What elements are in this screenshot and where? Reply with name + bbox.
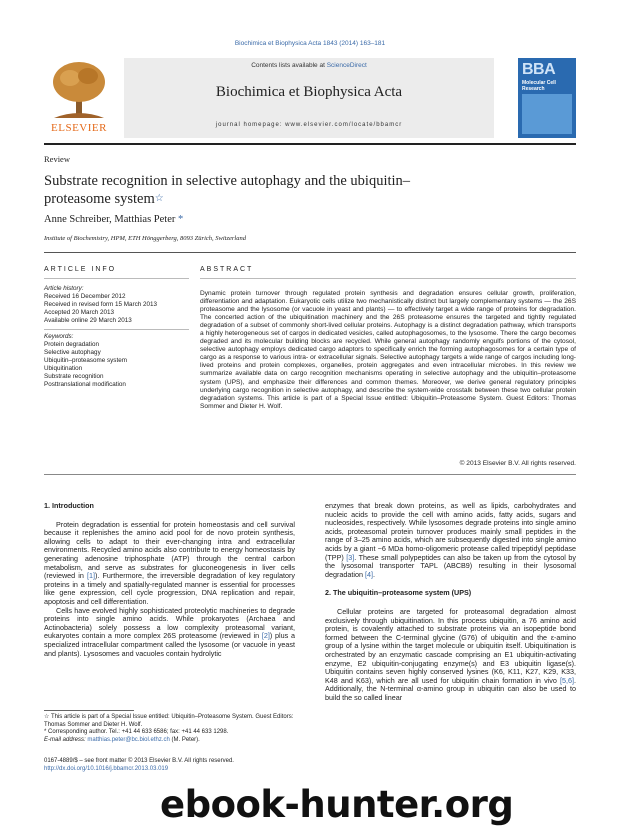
issn-line: 0167-4889/$ – see front matter © 2013 Elsevier B.V. All rights reserved.	[44, 758, 234, 764]
keyword: Ubiquitin–proteasome system	[44, 357, 127, 364]
article-title-text: Substrate recognition in selective autophagy and the ubiquitin–proteasome system	[44, 173, 411, 207]
reference-link[interactable]: [4]	[364, 569, 373, 579]
history-item: Received in revised form 15 March 2013	[44, 301, 158, 308]
keyword: Selective autophagy	[44, 349, 101, 356]
article-title	[44, 172, 464, 208]
keyword: Posttranslational modification	[44, 381, 126, 388]
body-column-left	[44, 502, 295, 658]
paragraph-text: ). Furthermore, the irreversible degradation of key regulatory proteins in a timely and spatially-regulated manner is essential for processes like gene expression, cell cycle progression, DNA replication and repair, apoptosis and cell differentiation.	[44, 571, 296, 606]
paragraph-text: Cellular proteins are targeted for proteasomal degradation almost exclusively through ubiquitination. In this process ubiquitin, a 76 amino acid protein, is covalently attached to substrate proteins via an isopeptide bond formed between the C-terminal glycine (G76) of ubiquitin and the ε-amino group of a lysine within the target molecule or ubiquitin itself. Ubiquitination is orchestrated by an enzymatic cascade comprising an E1 ubiquitin-activating enzyme, E2 ubiquitin-conjugating enzyme(s) and E3 ubiquitin ligase(s). Ubiquitin contains seven highly conserved lysines (K6, K11, K27, K29, K33, K48 and K63), which are all used for ubiquitin chain formation in vivo	[325, 606, 576, 685]
history-label: Article history:	[44, 285, 84, 292]
paragraph-text: . Additionally, the N-terminal α-amino group in ubiquitin can also be used to build the so called linear	[325, 675, 576, 702]
paragraph-text: .	[372, 569, 375, 579]
journal-homepage-link[interactable]: journal homepage: www.elsevier.com/locate/bbamcr	[215, 122, 403, 128]
cover-subtitle: Molecular Cell Research	[522, 80, 556, 92]
paragraph-text: . These small polypeptides can also be taken up from the cytosol by the lysosomal transporter TAPL (ABCB9) resulting in their lysosomal degradation	[325, 552, 576, 579]
abstract-heading: ABSTRACT	[200, 266, 254, 273]
contents-line	[124, 62, 494, 69]
keyword: Ubiquitination	[44, 365, 83, 372]
email-suffix: (M. Peter).	[169, 736, 200, 743]
journal-masthead	[44, 58, 576, 140]
keyword: Protein degradation	[44, 341, 99, 348]
footnotes	[44, 714, 295, 744]
author-list	[44, 214, 183, 225]
article-type: Review	[44, 154, 70, 164]
doi-link[interactable]: http://dx.doi.org/10.1016/j.bbamcr.2013.03.019	[44, 765, 169, 772]
elsevier-logo[interactable]	[44, 58, 114, 136]
email-link[interactable]: matthias.peter@bc.biol.ethz.ch	[87, 736, 170, 743]
cover-title: BBA	[522, 61, 556, 78]
affiliation: Institute of Biochemistry, HPM, ETH Hönggerberg, 8093 Zürich, Switzerland	[44, 235, 246, 242]
elsevier-wordmark: ELSEVIER	[51, 122, 107, 134]
col2-paragraph-1	[325, 502, 576, 579]
journal-cover[interactable]	[518, 58, 576, 138]
cover-image	[522, 94, 572, 134]
email-line	[44, 737, 295, 745]
keyword: Substrate recognition	[44, 373, 104, 380]
watermark-text: ebook-hunter.org	[160, 783, 514, 826]
abstract-rule	[200, 278, 576, 279]
history-item: Accepted 20 March 2013	[44, 309, 115, 316]
intro-paragraph-2	[44, 607, 295, 659]
contents-prefix: Contents lists available at	[251, 62, 327, 69]
email-label: E-mail address:	[44, 736, 88, 743]
corresponding-author-footnote: * Corresponding author. Tel.: +41 44 633 6586; fax: +41 44 633 1298.	[44, 729, 229, 735]
title-footnote-star-icon[interactable]: ☆	[154, 193, 164, 204]
article-info	[44, 285, 189, 389]
col2-paragraph-2	[325, 608, 576, 703]
paragraph-text: Protein degradation is essential for protein homeostasis and cell survival because it replenishes the amino acid pool for de novo protein synthesis, allowing cells to adapt to their ever-changing intra and extracellular environments. Recycled amino acids also contribute to energy homeostasis by generating adenosine triphosphate (ATP) through the central carbon metabolism, and serve as substrates for gluconeogenesis in liver cells (reviewed in	[44, 519, 295, 581]
article-info-rule	[44, 278, 189, 279]
history-item: Received 16 December 2012	[44, 293, 126, 300]
elsevier-tree-icon	[50, 60, 108, 120]
info-divider	[44, 329, 189, 330]
section-heading-ups: 2. The ubiquitin–proteasome system (UPS)	[325, 588, 472, 598]
issn-doi-block	[44, 758, 304, 773]
body-column-right	[325, 502, 576, 702]
reference-link[interactable]: [1]	[87, 571, 95, 581]
paragraph-text: enzymes that break down proteins, as well as lipids, carbohydrates and nucleic acids to provide the cell with amino acids, fatty acids, sugars and nucleosides, respectively. While lysosomes degrade proteins into single amino acids, proteasomal protein turnover produces mainly small peptides in the range of 3–25 amino acids, which are subsequently digested into single amino acids by a giant ~6 MDa homo-oligomeric protease called tripeptidyl peptidase (TPP)	[325, 501, 576, 562]
paragraph-text: ) plus a specialized intracellular compartment called the lysosome (or vacuole in yeast and plants). Lysosomes and vacuoles contain hydrolytic	[44, 631, 295, 658]
abstract-text: Dynamic protein turnover through regulated protein synthesis and degradation ensures cellular growth, proliferation, differentiation and adaptation. Eukaryotic cells utilize two mechanistically distinct but largely complementary systems — the 26S proteasome and the lysosome (or vacuole in yeast and plants) — to effectively target a wide range of proteins for degradation. The concerted action of the ubiquitination machinery and the 26S proteasome ensures the targeted and tightly regulated degradation of a subset of commonly short-lived cellular proteins. Autophagy is a distinct degradation pathway, which transports a highly heterogeneous set of cargos in dedicated vesicles, called autophagosomes, to the lysosome. There the cargo becomes degraded and its molecular building blocks are recycled. While general autophagy randomly engulfs portions of the cytosol, selective autophagy employs dedicated cargo adaptors to specifically enrich the forming autophagosomes for a certain type of cargo as a response to various intra- or extracellular signals. Selective autophagy targets a wide range of cargos including long-lived proteins and protein complexes, organelles, protein aggregates and even intracellular microbes. In this review we summarize available data on cargo recognition mechanisms operating in selective autophagy and the ubiquitin–proteasome system (UPS), and emphasize their differences and common themes. Moreover, we derive general regulatory principles underlying cargo recognition in selective autophagy, and describe the system-wide crosstalk between these two cellular protein degradation systems. This article is part of a Special Issue entitled: Ubiquitin–Proteasome System. Guest Editors: Thomas Sommer and Dieter H. Wolf.	[200, 290, 576, 410]
reference-link[interactable]: [3]	[346, 552, 355, 562]
masthead-divider	[44, 143, 576, 145]
history-item: Available online 29 March 2013	[44, 317, 132, 324]
footnote-rule	[44, 710, 134, 711]
abstract-copyright: © 2013 Elsevier B.V. All rights reserved.	[459, 460, 576, 467]
journal-citation[interactable]: Biochimica et Biophysica Acta 1843 (2014) 163–181	[234, 40, 386, 47]
journal-banner	[124, 58, 494, 138]
journal-title: Biochimica et Biophysica Acta	[215, 84, 403, 100]
abstract-bottom-rule	[44, 474, 576, 475]
header-divider	[44, 252, 576, 253]
section-heading-introduction: 1. Introduction	[44, 501, 94, 510]
keywords-label: Keywords:	[44, 333, 74, 340]
intro-paragraph-1	[44, 521, 295, 607]
corresponding-author-mark[interactable]: *	[178, 214, 184, 225]
paragraph-text: Cells have evolved highly sophisticated proteolytic machineries to degrade proteins into single amino acids. While prokaryotes (Archaea and Actinobacteria) solely possess a low complexity proteasomal variant, eukaryotes contain a more complex 26S proteasome (reviewed in	[44, 605, 295, 641]
authors-text: Anne Schreiber, Matthias Peter	[44, 214, 176, 225]
special-issue-footnote: ☆ This article is part of a Special Issue entitled: Ubiquitin–Proteasome System. Guest Editors: Thomas Sommer and Dieter H. Wolf.	[44, 714, 294, 728]
reference-link[interactable]: [2]	[261, 631, 270, 641]
reference-link[interactable]: [5,6]	[560, 675, 574, 685]
sciencedirect-link[interactable]: ScienceDirect	[326, 62, 367, 69]
article-info-heading: ARTICLE INFO	[44, 266, 117, 273]
